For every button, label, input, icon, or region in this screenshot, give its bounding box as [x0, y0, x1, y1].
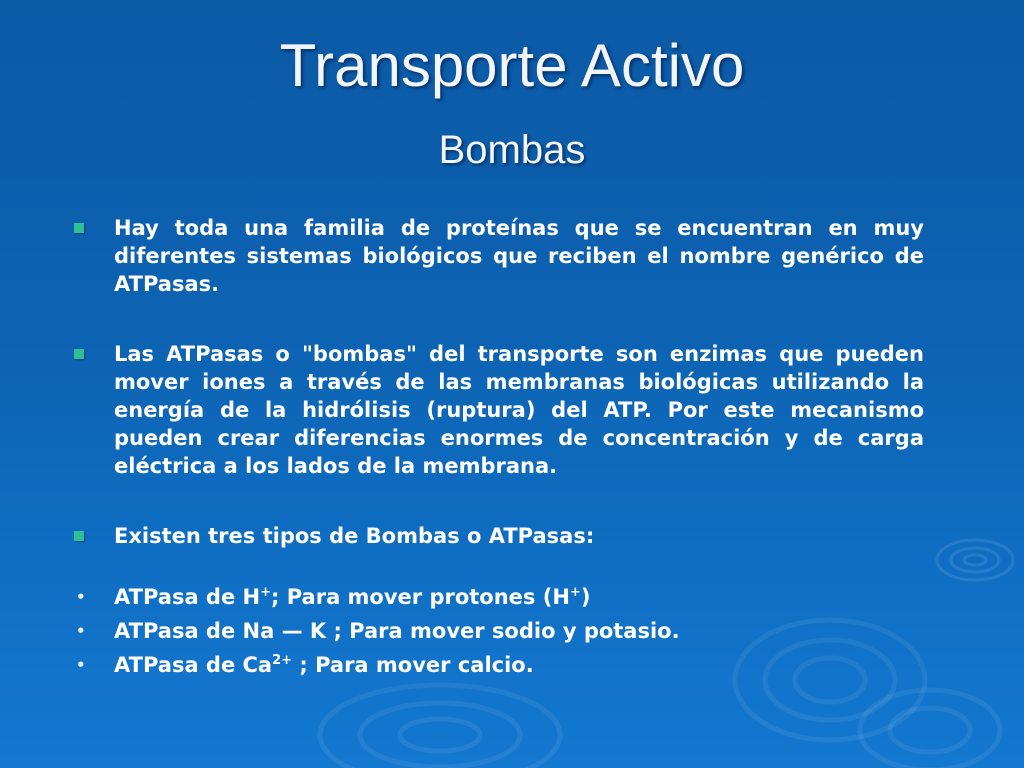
small-dot-bullet-icon: •: [76, 656, 86, 674]
pump-type-na-k: [72, 617, 924, 645]
teal-square-bullet-icon: [74, 531, 84, 541]
small-dot-bullet-icon: •: [76, 622, 86, 640]
pump-type-text: ATPasa de H+; Para mover protones (H+): [114, 585, 591, 609]
slide-title: Transporte Activo: [279, 32, 745, 99]
slide-subtitle: Bombas: [438, 128, 586, 172]
pump-type-text: ATPasa de $Ca^{2+}$ ; Para mover calcio.: [114, 653, 534, 677]
bullet-text: Existen tres tipos de Bombas o ATPasas:: [114, 524, 595, 548]
teal-square-bullet-icon: [74, 349, 84, 359]
bullet-text: Hay toda una familia de proteínas que se encuentran en muy diferentes sistemas biológicos que reciben el nombre genérico de ATPasas.: [114, 216, 924, 296]
slide-content: [72, 214, 924, 679]
bullet-item-tipos-bombas: [72, 522, 924, 550]
pump-type-text: ATPasa de Na — K ; Para mover sodio y potasio.: [114, 619, 680, 643]
small-dot-bullet-icon: •: [76, 588, 86, 606]
bullet-item-atpasas-bombas: [72, 340, 924, 480]
pump-type-ca: [72, 651, 924, 679]
teal-square-bullet-icon: [74, 223, 84, 233]
bullet-item-atpasas-family: [72, 214, 924, 298]
pump-type-h: [72, 583, 924, 611]
bullet-text: Las ATPasas o "bombas" del transporte son enzimas que pueden mover iones a través de las membranas biológicas utilizando la energía de la hidrólisis (ruptura) del ATP. Por este mecanismo pueden crear diferencias enormes de concentración y de carga eléctrica a los lados de la membrana.: [114, 342, 924, 478]
